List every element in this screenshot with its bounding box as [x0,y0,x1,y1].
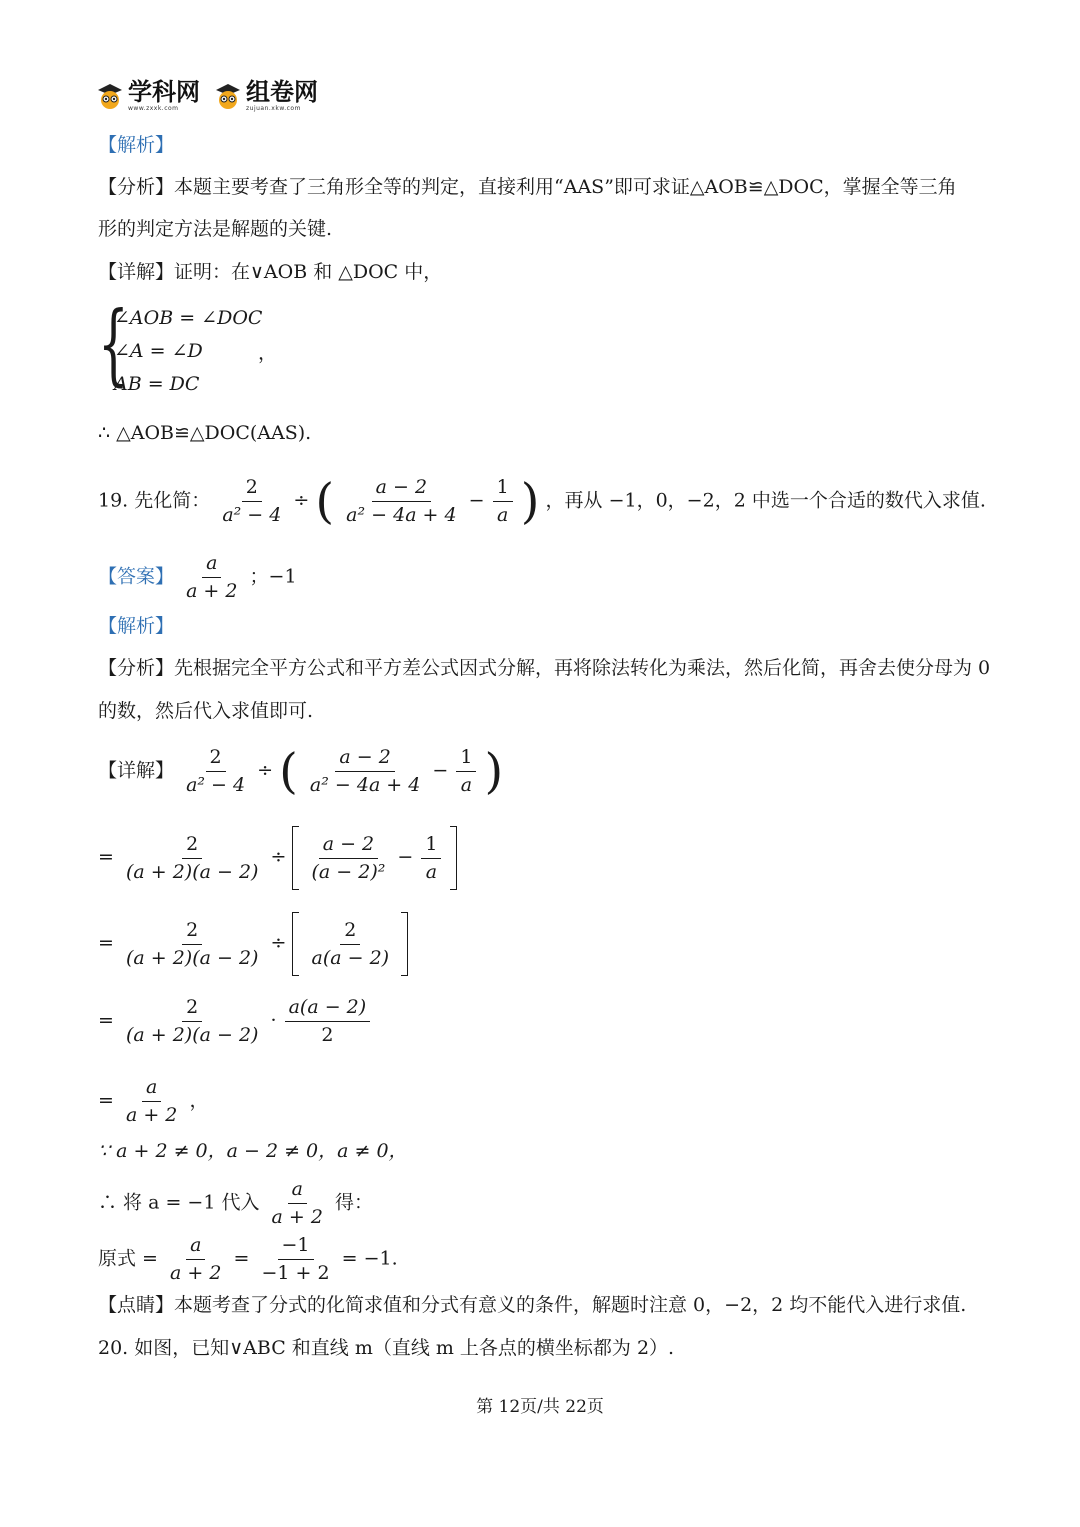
xiangjie-step [98,912,408,976]
fraction: $\frac{a}{a + 2}$ [170,1234,222,1284]
divide-sign: ÷ [270,846,287,868]
fraction: $\frac{1}{a}$ [421,833,441,884]
equals-sign: = [98,1089,114,1112]
result-line [98,1234,398,1285]
answer-value: ；−1 [249,565,297,588]
xiangjie-step [98,996,372,1047]
fenxi-label: 【分析】 [98,657,175,679]
fraction: $\frac{a}{a + 2}$ [186,552,238,602]
fenxi-label: 【分析】 [98,176,175,198]
jiexi-label: 【解析】 [98,615,175,637]
condition-line: ∵ a + 2 ≠ 0，a − 2 ≠ 0，a ≠ 0， [98,1140,408,1162]
system-comma: ， [258,342,278,364]
fraction: $\frac{a(a - 2)}{2}$ [285,996,371,1047]
zujuan-logo [214,80,318,112]
orig-suffix: = −1. [341,1247,398,1270]
q19-stem [98,473,986,530]
comma: ， [189,1089,209,1112]
right-paren: ) [484,743,504,800]
fraction: $\frac{2}{\text{a² − 4}}$ [222,476,282,526]
substitution-line [98,1178,373,1229]
logo-subtitle: www.zxxk.com [128,105,179,112]
orig-prefix: 原式 = [98,1247,158,1270]
minus-sign: − [468,489,485,512]
fenxi-text-cont: 形的判定方法是解题的关键. [98,218,333,240]
fraction: $\frac{-1}{-1 + 2}$ [261,1234,330,1284]
fraction: $\frac{a - 2}{\text{(a − 2)²}}$ [311,832,386,883]
fenxi-text: 本题主要考查了三角形全等的判定，直接利用“AAS”即可求证△AOB≌△DOC，掌握全等三角 [174,176,957,198]
owl-logo-icon [96,82,124,110]
page-footer: 第 12页/共 22页 [476,1397,604,1417]
equals-sign: = [98,1009,114,1032]
xiangjie-step [98,743,504,800]
divide-sign: ÷ [257,759,274,782]
fraction: $\frac{a - 2}{\text{a² − 4a + 4}}$ [309,746,421,796]
logo-title: 组卷网 [246,78,318,106]
xiangjie-text: 证明：在∨AOB 和 △DOC 中， [174,261,443,283]
equals-sign: = [233,1247,250,1270]
congruence-conclusion: ∴ △AOB≌△DOC(AAS). [98,422,312,444]
system-row: ∠A = ∠D [114,340,203,362]
equals-sign: = [98,932,114,954]
q19-prefix: 19. 先化简： [98,489,211,512]
equals-sign: = [98,846,114,868]
fraction: $\frac{2}{(a + 2)(a - 2)}$ [125,918,259,969]
q19-answer [98,552,297,603]
answer-label: 【答案】 [98,565,175,588]
owl-logo-icon [214,82,242,110]
multiply-dot: · [270,1009,277,1032]
divide-sign: ÷ [270,932,287,954]
left-paren: ( [279,743,298,800]
fraction: $\frac{1}{a}$ [493,476,513,527]
dianjing-label: 【点睛】 [98,1294,175,1316]
minus-sign: − [432,759,449,782]
fraction: $\frac{2}{(a + 2)(a - 2)}$ [125,832,259,883]
jiexi-label: 【解析】 [98,134,175,156]
left-brace: { [98,292,129,395]
minus-sign: − [397,846,414,868]
logo-title: 学科网 [128,78,200,106]
zxxk-logo [96,80,200,112]
xiangjie-paragraph [98,261,442,284]
left-paren: ( [315,473,335,530]
fenxi-paragraph [98,176,957,199]
sub-suffix: 得： [334,1191,373,1214]
fenxi-text-cont: 的数，然后代入求值即可. [98,700,314,722]
right-bracket [401,912,408,976]
xiangjie-label: 【详解】 [98,261,175,283]
fraction: $\frac{a}{a + 2}$ [125,1076,178,1126]
fraction: $\frac{2}{a(a - 2)}$ [311,918,390,969]
right-bracket [450,826,457,890]
fraction: $\frac{a}{a + 2}$ [271,1178,323,1228]
left-bracket [292,826,299,890]
fraction: $\frac{a - 2}{\text{a² − 4a + 4}}$ [346,476,457,526]
dianjing-paragraph [98,1294,966,1317]
xiangjie-step [98,1076,208,1127]
dianjing-text: 本题考查了分式的化简求值和分式有意义的条件，解题时注意 0，−2，2 均不能代入进行求值. [174,1294,967,1316]
fenxi-paragraph [98,657,990,680]
logo-subtitle: zujuan.xkw.com [246,105,301,112]
fenxi-text: 先根据完全平方公式和平方差公式因式分解，再将除法转化为乘法，然后化简，再舍去使分母为 0 [174,657,991,679]
xiangjie-label: 【详解】 [98,759,175,782]
header-logos [96,80,318,112]
left-bracket [292,912,299,976]
system-row: ∠AOB = ∠DOC [114,307,263,329]
fraction: $\frac{2}{\text{a² − 4}}$ [186,746,246,796]
q20-stem: 20. 如图，已知∨ABC 和直线 m（直线 m 上各点的横坐标都为 2）. [98,1337,675,1359]
divide-sign: ÷ [293,489,310,512]
xiangjie-step [98,826,457,890]
fraction: $\frac{1}{a}$ [456,746,476,797]
sub-prefix: ∴ 将 a = −1 代入 [98,1191,260,1214]
fraction: $\frac{2}{(a + 2)(a - 2)}$ [125,996,259,1046]
q19-suffix: ，再从 −1，0，−2，2 中选一个合适的数代入求值. [545,489,986,512]
right-paren: ) [520,473,540,530]
system-row: AB = DC [114,373,200,395]
